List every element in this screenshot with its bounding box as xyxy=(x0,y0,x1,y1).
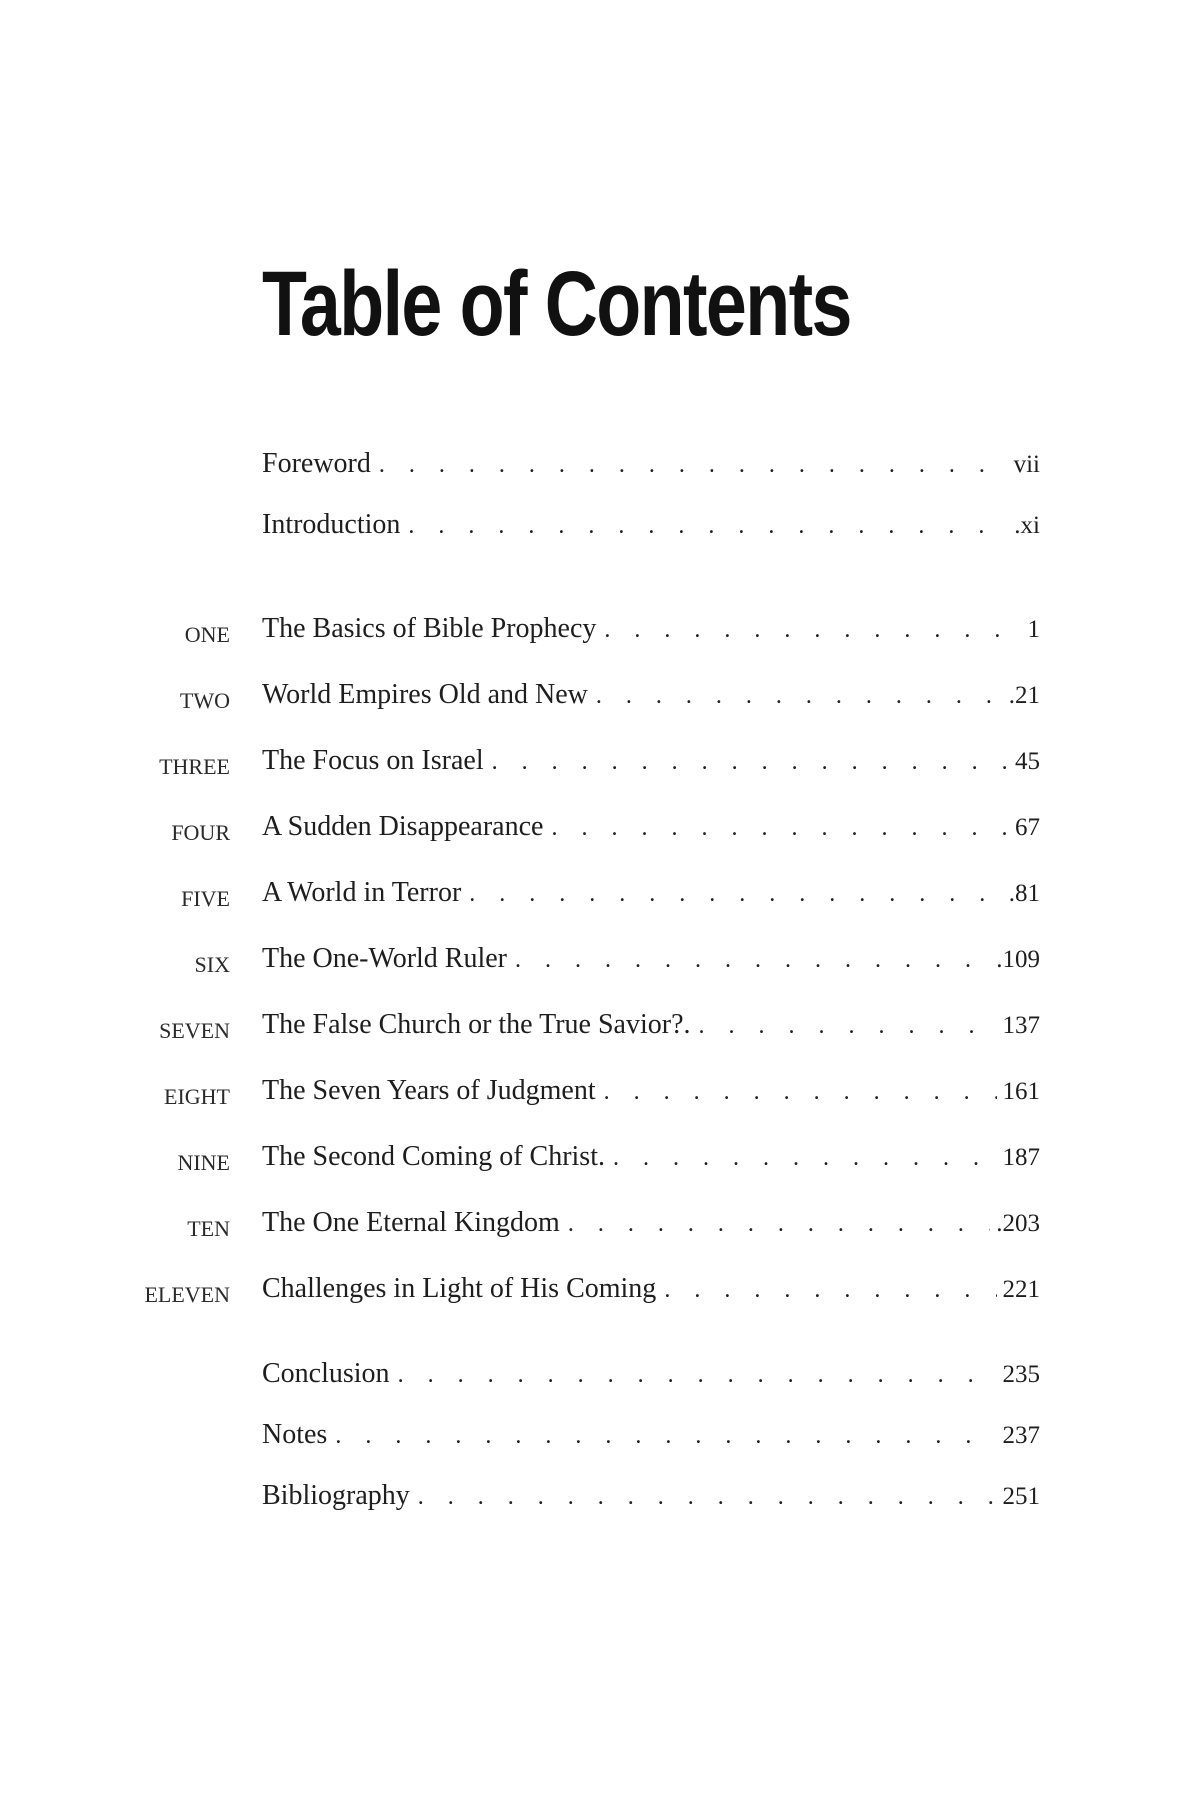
dot-leader xyxy=(379,452,1008,479)
page-number: 1 xyxy=(1027,616,1040,643)
dot-leader xyxy=(492,749,1009,776)
chapter-number: FOUR xyxy=(171,820,230,845)
chapter-number: ONE xyxy=(184,622,230,647)
toc-entry-chapter-1 xyxy=(0,613,1200,653)
page-number: vii xyxy=(1013,451,1040,478)
chapter-number: FIVE xyxy=(181,886,230,911)
dot-leader xyxy=(664,1277,996,1304)
toc-entry-foreword xyxy=(0,448,1200,488)
dot-leader xyxy=(604,617,1021,644)
toc-entry-chapter-11 xyxy=(0,1273,1200,1313)
dot-leader xyxy=(596,683,1003,710)
page-number: 235 xyxy=(1002,1361,1040,1388)
chapter-number: TWO xyxy=(179,688,230,713)
chapter-number: ELEVEN xyxy=(144,1282,230,1307)
page-number: 67 xyxy=(1015,814,1040,841)
dot-leader xyxy=(699,1013,997,1040)
entry-title: A World in Terror xyxy=(262,877,462,908)
dot-leader xyxy=(335,1423,996,1450)
toc-entry-chapter-2 xyxy=(0,679,1200,719)
dot-leader xyxy=(551,815,1009,842)
page-number: .109 xyxy=(996,946,1040,973)
chapter-number: SEVEN xyxy=(159,1018,230,1043)
chapter-number: TEN xyxy=(187,1216,230,1241)
dot-leader xyxy=(604,1079,997,1106)
dot-leader xyxy=(398,1362,997,1389)
toc-entry-chapter-3 xyxy=(0,745,1200,785)
chapter-number: SIX xyxy=(194,952,230,977)
entry-title: The One Eternal Kingdom xyxy=(262,1207,560,1238)
dot-leader xyxy=(408,513,1008,540)
entry-title: The Seven Years of Judgment xyxy=(262,1075,596,1106)
dot-leader xyxy=(568,1211,990,1238)
entry-title: The False Church or the True Savior?. xyxy=(262,1009,691,1040)
page-number: 137 xyxy=(1002,1012,1040,1039)
toc-entry-introduction xyxy=(0,509,1200,549)
page-number: 221 xyxy=(1002,1276,1040,1303)
entry-title: A Sudden Disappearance xyxy=(262,811,544,842)
page-number: .81 xyxy=(1008,880,1040,907)
page-number: .21 xyxy=(1008,682,1040,709)
entry-title: The Basics of Bible Prophecy xyxy=(262,613,597,644)
entry-title: The Focus on Israel xyxy=(262,745,484,776)
dot-leader xyxy=(613,1145,997,1172)
entry-title: Bibliography xyxy=(262,1480,410,1511)
entry-title: Challenges in Light of His Coming xyxy=(262,1273,657,1304)
toc-entry-chapter-7 xyxy=(0,1009,1200,1049)
chapter-number: THREE xyxy=(159,754,230,779)
toc-entry-conclusion xyxy=(0,1358,1200,1398)
page-number: 237 xyxy=(1002,1422,1040,1449)
page-number: 187 xyxy=(1002,1144,1040,1171)
dot-leader xyxy=(469,881,1002,908)
page-number: .203 xyxy=(996,1210,1040,1237)
entry-title: Notes xyxy=(262,1419,328,1450)
chapter-number: NINE xyxy=(177,1150,230,1175)
page-number: 161 xyxy=(1002,1078,1040,1105)
toc-entry-chapter-5 xyxy=(0,877,1200,917)
entry-title: World Empires Old and New xyxy=(262,679,588,710)
toc-entry-chapter-9 xyxy=(0,1141,1200,1181)
toc-entry-bibliography xyxy=(0,1480,1200,1520)
page-number: .xi xyxy=(1014,512,1040,539)
entry-title: The Second Coming of Christ. xyxy=(262,1141,605,1172)
toc-entry-chapter-10 xyxy=(0,1207,1200,1247)
entry-title: Foreword xyxy=(262,448,371,479)
page-number: 45 xyxy=(1015,748,1040,775)
entry-title: Introduction xyxy=(262,509,401,540)
entry-title: Conclusion xyxy=(262,1358,390,1389)
page-title: Table of Contents xyxy=(262,253,851,355)
toc-entry-chapter-6 xyxy=(0,943,1200,983)
dot-leader xyxy=(515,947,990,974)
entry-title: The One-World Ruler xyxy=(262,943,507,974)
dot-leader xyxy=(418,1484,997,1511)
toc-entry-chapter-8 xyxy=(0,1075,1200,1115)
toc-entry-notes xyxy=(0,1419,1200,1459)
toc-entry-chapter-4 xyxy=(0,811,1200,851)
page-number: 251 xyxy=(1002,1483,1040,1510)
chapter-number: EIGHT xyxy=(164,1084,230,1109)
